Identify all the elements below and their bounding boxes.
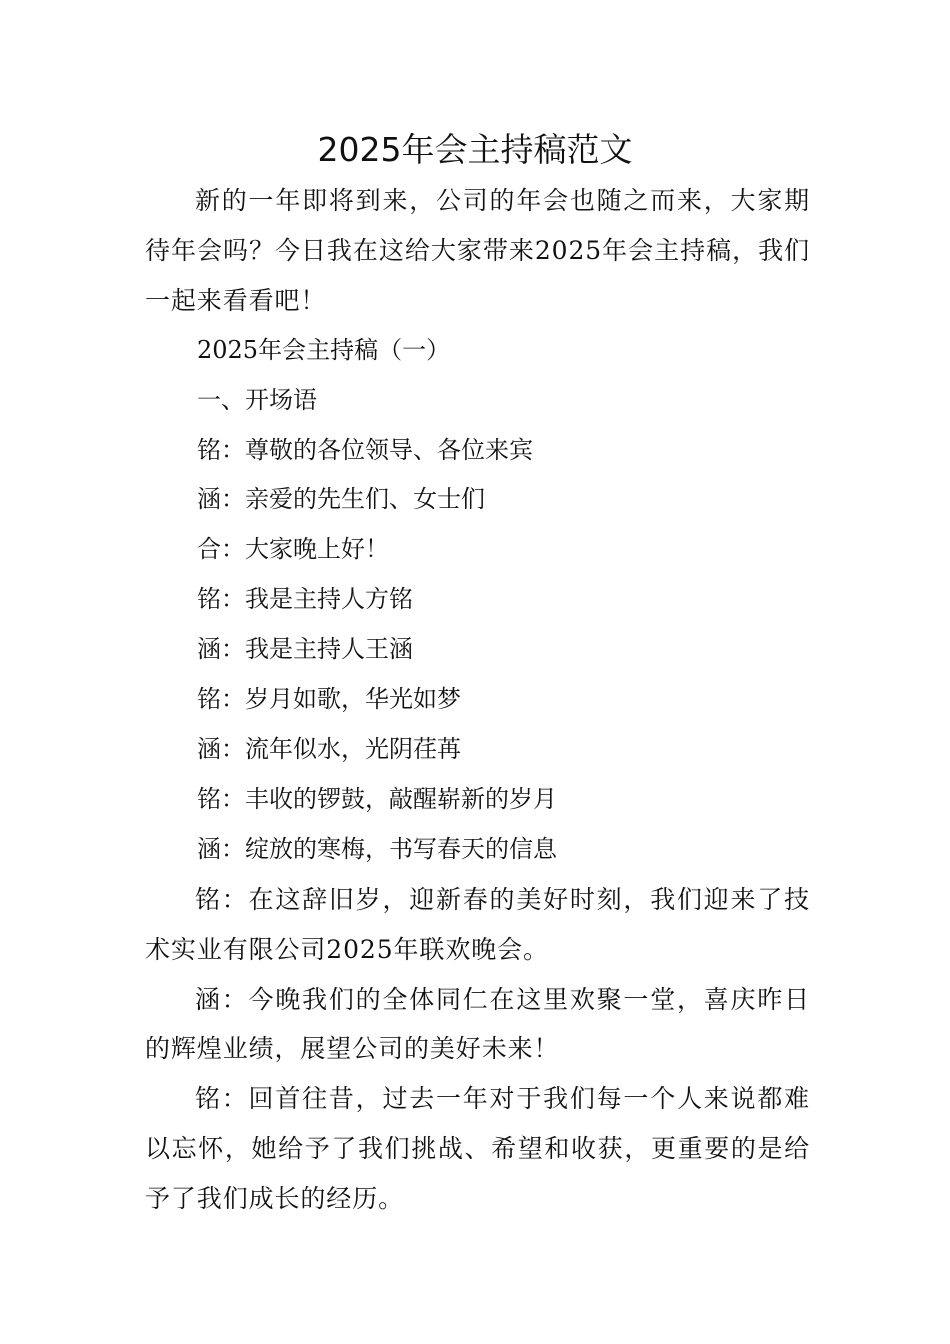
document-title: 2025年会主持稿范文: [317, 130, 633, 169]
script-line: 涵：我是主持人王涵: [197, 635, 413, 664]
script-paragraph: 铭：在这辞旧岁，迎新春的美好时刻，我们迎来了技术实业有限公司2025年联欢晚会。: [145, 884, 810, 964]
section-heading: 2025年会主持稿（一）: [197, 335, 451, 364]
document-body: [145, 176, 810, 1224]
script-paragraph: 铭：回首往昔，过去一年对于我们每一个人来说都难以忘怀，她给予了我们挑战、希望和收获，更重要的是给予了我们成长的经历。: [145, 1084, 810, 1214]
script-line: 铭：丰收的锣鼓，敲醒崭新的岁月: [197, 784, 557, 813]
script-line: 铭：尊敬的各位领导、各位来宾: [197, 435, 533, 464]
script-line: 铭：岁月如歌，华光如梦: [197, 685, 461, 714]
subsection-heading: 一、开场语: [197, 385, 317, 414]
script-line: 涵：流年似水，光阴荏苒: [197, 734, 461, 763]
script-line: 涵：亲爱的先生们、女士们: [197, 485, 485, 514]
script-line: 涵：绽放的寒梅，书写春天的信息: [197, 834, 557, 863]
script-line: 铭：我是主持人方铭: [197, 585, 413, 614]
script-line: 合：大家晚上好！: [197, 535, 389, 564]
script-paragraph: 涵：今晚我们的全体同仁在这里欢聚一堂，喜庆昨日的辉煌业绩，展望公司的美好未来！: [145, 984, 810, 1064]
intro-paragraph: 新的一年即将到来，公司的年会也随之而来，大家期待年会吗？今日我在这给大家带来2025年会主持稿，我们一起来看看吧！: [145, 186, 810, 315]
